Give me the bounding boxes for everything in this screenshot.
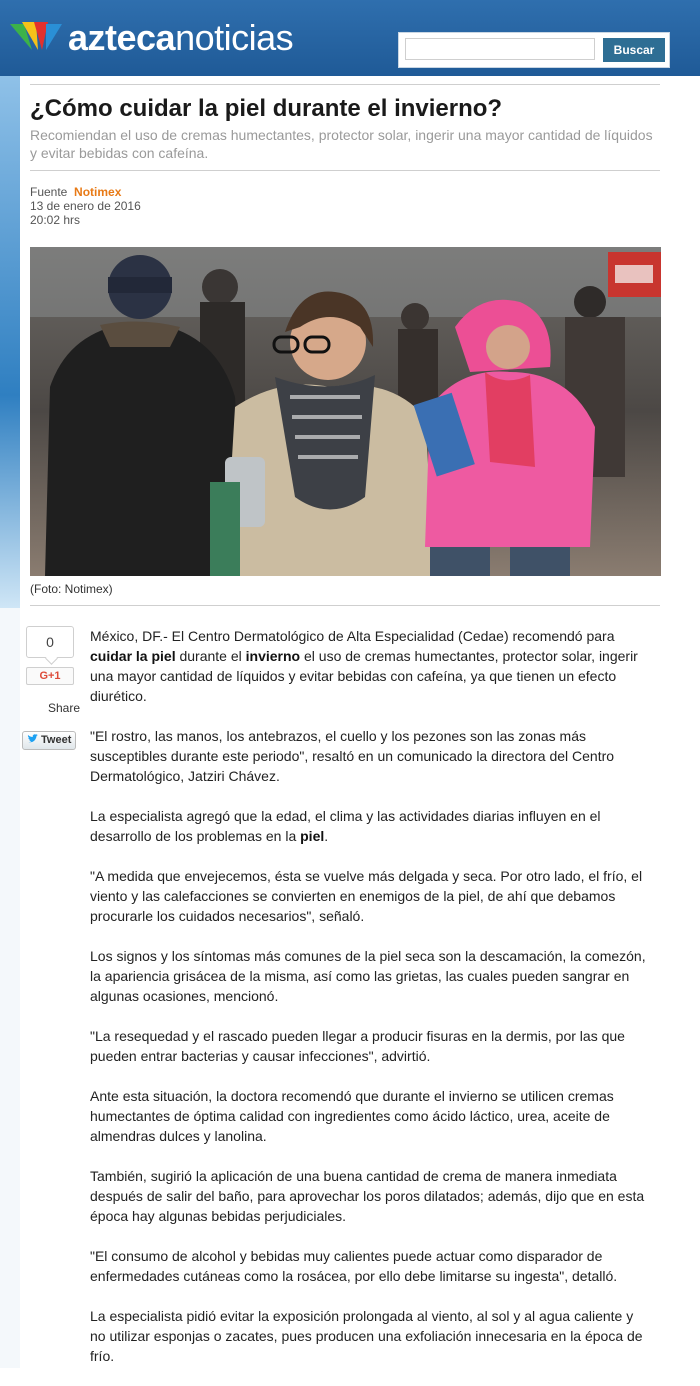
paragraph: "A medida que envejecemos, ésta se vuelve más delgada y seca. Por otro lado, el frío, el viento y las calefacciones se convierten en enemigos de la piel, de ahí que debamos procurarle los cuidados necesarios", señaló. bbox=[90, 868, 643, 924]
divider bbox=[30, 84, 660, 85]
paragraph: La especialista pidió evitar la exposición prolongada al viento, al sol y al agua caliente y no utilizar esponjas o zacates, pues producen una exfoliación innecesaria en la época de frío. bbox=[90, 1308, 643, 1364]
tweet-button[interactable] bbox=[22, 731, 76, 750]
twitter-bird-icon bbox=[27, 734, 39, 744]
search-form bbox=[398, 32, 670, 68]
article-photo bbox=[30, 247, 661, 576]
paragraph: "El rostro, las manos, los antebrazos, el cuello y los pezones son las zonas más susceptibles durante este periodo", resaltó en un comunicado la directora del Centro Dermatológico, Jatziri Chávez. bbox=[90, 728, 615, 784]
article-meta bbox=[30, 185, 141, 227]
left-background bbox=[0, 608, 20, 1368]
photo-caption: (Foto: Notimex) bbox=[30, 582, 113, 596]
azteca-logo-icon bbox=[8, 20, 64, 56]
paragraph: Ante esta situación, la doctora recomendó que durante el invierno se utilicen cremas humectantes de óptima calidad con ingredientes como ácido láctico, urea, aceite de almendras dulces y lanolina. bbox=[90, 1088, 614, 1144]
divider bbox=[30, 170, 660, 171]
article-date: 13 de enero de 2016 bbox=[30, 199, 141, 213]
street-scene-illustration bbox=[30, 247, 661, 576]
article-subtitle: Recomiendan el uso de cremas humectantes, protector solar, ingerir una mayor cantidad de líquidos y evitar bebidas con cafeína. bbox=[30, 127, 653, 161]
paragraph: "La resequedad y el rascado pueden llegar a producir fisuras en la dermis, por las que pueden entrar bacterias y causar infecciones", advirtió. bbox=[90, 1028, 625, 1064]
tweet-label: Tweet bbox=[41, 734, 72, 746]
search-button[interactable]: Buscar bbox=[603, 38, 665, 62]
google-plus-button[interactable]: G+1 bbox=[26, 667, 74, 685]
left-decorative-strip bbox=[0, 76, 20, 608]
paragraph: También, sugirió la aplicación de una buena cantidad de crema de manera inmediata después de salir del baño, para aprovechar los poros dilatados; además, dijo que en esta época hay algunas bebidas perjudiciales. bbox=[90, 1168, 645, 1224]
paragraph: La especialista agregó que la edad, el clima y las actividades diarias influyen en el desarrollo de los problemas en la piel. bbox=[90, 808, 601, 844]
paragraph: Los signos y los síntomas más comunes de la piel seca son la descamación, la comezón, la apariencia grisácea de la misma, así como las grietas, las cuales pueden sangrar en algunas ocasiones, mencionó. bbox=[90, 948, 646, 1004]
share-counter: 0 bbox=[26, 626, 74, 658]
source-name[interactable]: Notimex bbox=[74, 185, 122, 199]
divider bbox=[30, 605, 660, 606]
site-header bbox=[0, 0, 700, 76]
share-link[interactable]: Share bbox=[48, 701, 81, 715]
source-label: Fuente bbox=[30, 185, 68, 199]
search-input[interactable] bbox=[405, 38, 595, 60]
article-title: ¿Cómo cuidar la piel durante el invierno? bbox=[30, 95, 503, 122]
azteca-noticias-logo[interactable] bbox=[8, 18, 338, 58]
paragraph: México, DF.- El Centro Dermatológico de Alta Especialidad (Cedae) recomendó para cuidar la piel durante el invierno el uso de cremas humectantes, protector solar, ingerir una mayor cantidad de líquidos y evitar bebidas con cafeína, ya que tienen un efecto diurético. bbox=[90, 628, 638, 704]
article-body bbox=[90, 626, 650, 1386]
logo-wordmark: aztecanoticias bbox=[68, 17, 294, 58]
article-time: 20:02 hrs bbox=[30, 213, 81, 227]
paragraph: "El consumo de alcohol y bebidas muy calientes puede actuar como disparador de enfermedades cutáneas como la rosácea, por ello debe limitarse su ingesta", detalló. bbox=[90, 1248, 618, 1284]
